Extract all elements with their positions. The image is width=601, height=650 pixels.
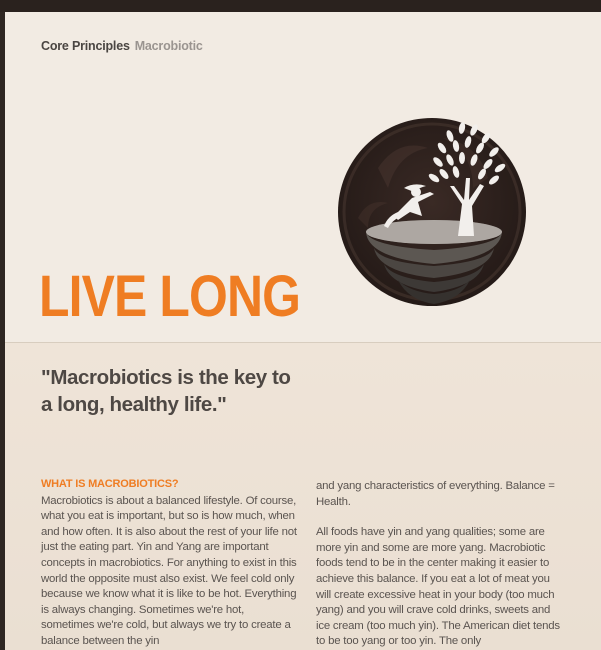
section-title: WHAT IS MACROBIOTICS? xyxy=(41,478,179,490)
tree-and-dancer-illustration xyxy=(338,108,526,324)
article-left-body: Macrobiotics is about a balanced lifestyle. Of course, what you eat is important, but so is how much, when and how often. It is also about the rest of your life not just the eating part. Yin and Yang are important concepts in macrobiotics. For anything to exist in this world the opposite must also exist. We feel cold only because we know what it is like to be hot. Everything is always changing. Sometimes we're hot, sometimes we're cold, but always we try to create a balance between the yin xyxy=(41,494,297,647)
breadcrumb xyxy=(41,39,203,53)
pull-quote-line-2: a long, healthy life." xyxy=(41,393,227,416)
pull-quote-line-1: "Macrobiotics is the key to xyxy=(41,366,291,389)
breadcrumb-current: Macrobiotic xyxy=(134,39,203,53)
article-right-para-1: and yang characteristics of everything. Balance = Health. xyxy=(316,480,555,508)
pull-quote xyxy=(41,364,341,418)
article-right-para-2: All foods have yin and yang qualities; some are more yin and some are more yang. Macrobiotic foods tend to be in the center making it easier to achieve this balance. If you eat a lot of meat you will create excessive heat in your body (too much yang) and you will crave cold drinks, sweets and ice cream (too much yin). The American diet tends to be too yang or too yin. The only xyxy=(316,526,560,648)
article-column-left xyxy=(41,477,297,650)
top-frame-band xyxy=(0,0,601,12)
hero-headline: LIVE LONG xyxy=(39,264,301,329)
article-column-right xyxy=(316,479,566,650)
breadcrumb-core-principles[interactable]: Core Principles xyxy=(41,39,130,53)
